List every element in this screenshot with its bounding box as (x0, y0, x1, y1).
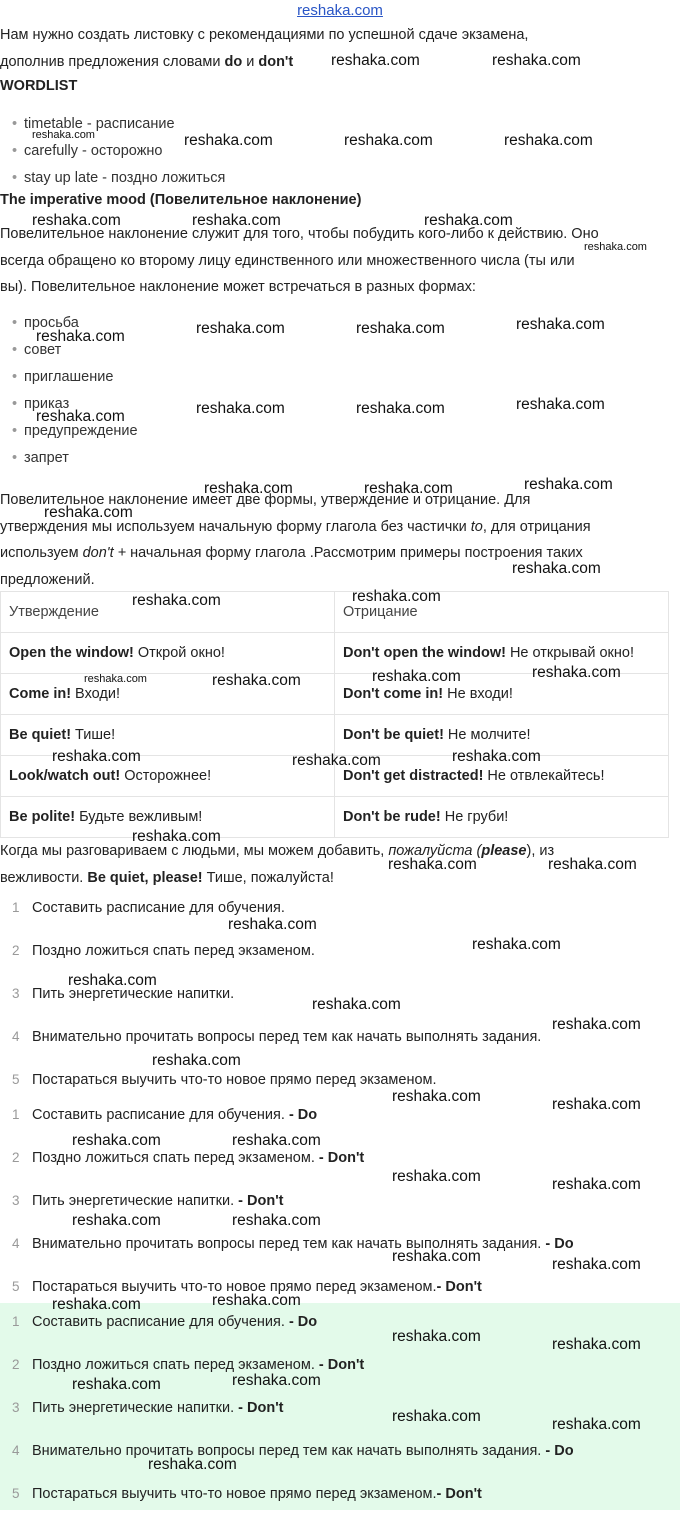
item-number: 5 (12, 1486, 20, 1501)
item-answer: - Don't (314, 1150, 365, 1166)
item-text: Постараться выучить что-то новое прямо перед экзаменом. (32, 1279, 437, 1295)
watermark: reshaka.com (196, 400, 285, 417)
watermark: reshaka.com (228, 916, 317, 933)
watermark: reshaka.com (552, 1096, 641, 1113)
list-item (0, 1441, 680, 1484)
item-text: Постараться выучить что-то новое прямо перед экзаменом. (32, 1072, 437, 1088)
positive-phrase: Be polite! (9, 809, 76, 825)
item-text: Составить расписание для обучения. (32, 1314, 285, 1330)
watermark: reshaka.com (44, 504, 133, 521)
watermark: reshaka.com (232, 1212, 321, 1229)
intro-line-1: Нам нужно создать листовку с рекомендациями по успешной сдаче экзамена, (0, 27, 529, 43)
open-paren: ( (472, 843, 482, 859)
please-ru: пожалуйста (388, 843, 473, 859)
item-text: Составить расписание для обучения. (32, 1107, 285, 1123)
watermark: reshaka.com (52, 748, 141, 765)
form-item: • запрет (0, 445, 138, 472)
watermark: reshaka.com (132, 592, 221, 609)
wordlist-title: WORDLIST (0, 78, 78, 94)
positive-translation: Входи! (71, 686, 120, 702)
watermark: reshaka.com (516, 396, 605, 413)
watermark: reshaka.com (492, 52, 581, 69)
positive-translation: Осторожнее! (120, 768, 212, 784)
watermark: reshaka.com (392, 1168, 481, 1185)
watermark: reshaka.com (32, 129, 95, 141)
watermark: reshaka.com (52, 1296, 141, 1313)
item-number: 2 (12, 1357, 20, 1372)
table-row (1, 674, 669, 715)
politeness-text: Когда мы разговариваем с людьми, мы можем добавить, (0, 843, 389, 859)
watermark: reshaka.com (584, 241, 647, 253)
item-number: 1 (12, 900, 20, 915)
table-cell-positive (1, 797, 335, 838)
list-item (0, 1027, 680, 1070)
item-answer: - Do (541, 1443, 574, 1459)
watermark: reshaka.com (552, 1336, 641, 1353)
watermark: reshaka.com (548, 856, 637, 873)
watermark: reshaka.com (472, 936, 561, 953)
watermark: reshaka.com (352, 588, 441, 605)
politeness-example-phrase: Be quiet, please! (87, 869, 203, 886)
wordlist-item: • stay up late - поздно ложиться (0, 165, 225, 192)
watermark: reshaka.com (524, 476, 613, 493)
watermark: reshaka.com (68, 972, 157, 989)
watermark: reshaka.com (196, 320, 285, 337)
watermark: reshaka.com (184, 132, 273, 149)
site-title-link[interactable]: reshaka.com (297, 2, 383, 19)
watermark: reshaka.com (512, 560, 601, 577)
table-cell-negative (335, 715, 669, 756)
politeness-line-2-text: вежливости. (0, 869, 88, 886)
imperative-forms-list (0, 310, 138, 472)
watermark: reshaka.com (192, 212, 281, 229)
list-item (0, 1398, 680, 1441)
forms-line-2 (0, 514, 676, 541)
watermark: reshaka.com (552, 1416, 641, 1433)
table-cell-negative (335, 756, 669, 797)
table-row (1, 715, 669, 756)
negative-translation: Не молчите! (443, 727, 531, 743)
table-row (1, 797, 669, 838)
watermark: reshaka.com (331, 52, 420, 69)
list-item (0, 1312, 680, 1355)
table-cell-positive (1, 674, 335, 715)
watermark: reshaka.com (232, 1372, 321, 1389)
watermark: reshaka.com (32, 212, 121, 229)
watermark: reshaka.com (424, 212, 513, 229)
negative-phrase: Don't get distracted! (343, 768, 484, 784)
watermark: reshaka.com (36, 408, 125, 425)
item-number: 1 (12, 1314, 20, 1329)
intro-dont-word: don't (258, 53, 294, 70)
negative-phrase: Don't be quiet! (343, 727, 444, 743)
item-answer: - Do (541, 1236, 574, 1252)
negative-phrase: Don't open the window! (343, 645, 506, 661)
intro-do-word: do (224, 53, 243, 70)
negative-translation: Не открывай окно! (505, 645, 634, 661)
list-item (0, 984, 680, 1027)
watermark: reshaka.com (72, 1376, 161, 1393)
imperative-paragraph (0, 221, 676, 301)
item-text: Внимательно прочитать вопросы перед тем как начать выполнять задания. (32, 1029, 542, 1045)
watermark: reshaka.com (392, 1328, 481, 1345)
wordlist (0, 111, 225, 192)
list-item (0, 1355, 680, 1398)
positive-phrase: Come in! (9, 686, 72, 702)
watermark: reshaka.com (504, 132, 593, 149)
imperative-line-3: вы). Повелительное наклонение может встречаться в разных формах: (0, 279, 476, 295)
forms-paragraph (0, 487, 676, 593)
positive-phrase: Be quiet! (9, 727, 72, 743)
item-answer: - Don't (234, 1193, 284, 1209)
item-number: 4 (12, 1029, 20, 1044)
intro-and: и (242, 53, 259, 70)
table-cell-positive (1, 756, 335, 797)
item-text: Поздно ложиться спать перед экзаменом. (32, 943, 315, 959)
positive-phrase: Open the window! (9, 645, 134, 661)
imperative-line-2: всегда обращено ко второму лицу единственного или множественного числа (ты или (0, 252, 575, 269)
item-text: Поздно ложиться спать перед экзаменом. (32, 1357, 315, 1373)
form-item: • совет (0, 337, 138, 364)
table-row (1, 633, 669, 674)
watermark: reshaka.com (344, 132, 433, 149)
wordlist-item: • carefully - осторожно (0, 138, 225, 165)
watermark: reshaka.com (212, 672, 301, 689)
imperative-line-1: Повелительное наклонение служит для того, чтобы побудить кого-либо к действию. Оно (0, 226, 599, 242)
item-text: Внимательно прочитать вопросы перед тем как начать выполнять задания. (32, 1443, 542, 1459)
watermark: reshaka.com (84, 673, 147, 685)
table-header-cell: Утверждение (1, 592, 335, 633)
watermark: reshaka.com (152, 1052, 241, 1069)
table-cell-negative (335, 674, 669, 715)
forms-line-2-end: , для отрицания (482, 518, 591, 535)
table-cell-positive (1, 715, 335, 756)
to-particle: to (470, 518, 483, 535)
item-text: Постараться выучить что-то новое прямо перед экзаменом. (32, 1486, 437, 1502)
table-cell-negative (335, 797, 669, 838)
wordlist-item: • timetable - расписание (0, 111, 225, 138)
item-text: Пить энергетические напитки. (32, 1400, 235, 1416)
politeness-line-2 (0, 865, 676, 892)
forms-line-1: Повелительное наклонение имеет две формы, утверждение и отрицание. Для (0, 492, 531, 508)
item-number: 4 (12, 1236, 20, 1251)
forms-line-3 (0, 540, 676, 567)
forms-line-3-end: начальная форму глагола .Рассмотрим примеры построения таких (126, 545, 583, 561)
watermark: reshaka.com (292, 752, 381, 769)
forms-line-4: предложений. (0, 571, 95, 588)
table-header-cell: Отрицание (335, 592, 669, 633)
item-answer: - Don't (314, 1357, 365, 1373)
item-number: 4 (12, 1443, 20, 1458)
list-item (0, 941, 680, 984)
list-item (0, 1148, 680, 1191)
table-cell-negative (335, 633, 669, 674)
list-item (0, 1484, 680, 1527)
intro-line-2 (0, 49, 676, 76)
item-number: 5 (12, 1072, 20, 1087)
item-text: Пить энергетические напитки. (32, 986, 235, 1002)
list-item (0, 1234, 680, 1277)
watermark: reshaka.com (552, 1016, 641, 1033)
task-list (0, 898, 680, 1113)
dont-plus: don't + (82, 545, 127, 561)
negative-phrase: Don't be rude! (343, 809, 441, 825)
watermark: reshaka.com (356, 400, 445, 417)
item-text: Внимательно прочитать вопросы перед тем как начать выполнять задания. (32, 1236, 542, 1252)
politeness-paragraph (0, 838, 676, 891)
watermark: reshaka.com (516, 316, 605, 333)
list-item (0, 1191, 680, 1234)
positive-translation: Тише! (71, 727, 116, 743)
item-number: 2 (12, 1150, 20, 1165)
watermark: reshaka.com (204, 480, 293, 497)
table-row (1, 756, 669, 797)
watermark: reshaka.com (392, 1088, 481, 1105)
watermark: reshaka.com (232, 1132, 321, 1149)
positive-phrase: Look/watch out! (9, 768, 121, 784)
positive-translation: Открой окно! (133, 645, 225, 661)
watermark: reshaka.com (312, 996, 401, 1013)
item-text: Составить расписание для обучения. (32, 900, 285, 916)
table-header-row (1, 592, 669, 633)
table-cell-positive (1, 633, 335, 674)
watermark: reshaka.com (356, 320, 445, 337)
watermark: reshaka.com (36, 328, 125, 345)
intro-paragraph (0, 22, 676, 75)
list-item (0, 898, 680, 941)
imperative-title: The imperative mood (Повелительное наклонение) (0, 192, 362, 208)
item-number: 5 (12, 1279, 20, 1294)
politeness-example-translation: Тише, пожалуйста! (202, 869, 334, 886)
item-number: 1 (12, 1107, 20, 1122)
item-text: Поздно ложиться спать перед экзаменом. (32, 1150, 315, 1166)
item-answer: - Don't (436, 1486, 482, 1502)
item-text: Пить энергетические напитки. (32, 1193, 235, 1209)
watermark: reshaka.com (392, 1408, 481, 1425)
politeness-line-1-end: ), из (526, 843, 555, 859)
form-item: • приказ (0, 391, 138, 418)
watermark: reshaka.com (452, 748, 541, 765)
watermark: reshaka.com (552, 1256, 641, 1273)
answer-list-highlighted (0, 1312, 680, 1527)
watermark: reshaka.com (148, 1456, 237, 1473)
item-number: 3 (12, 986, 20, 1001)
watermark: reshaka.com (532, 664, 621, 681)
forms-line-2-text: утверждения мы используем начальную форму глагола без частички (0, 518, 471, 535)
form-item: • приглашение (0, 364, 138, 391)
watermark: reshaka.com (364, 480, 453, 497)
please-en: please (481, 843, 527, 859)
negative-translation: Не отвлекайтесь! (483, 768, 605, 784)
item-number: 3 (12, 1400, 20, 1415)
answer-list (0, 1105, 680, 1320)
negative-phrase: Don't come in! (343, 686, 444, 702)
forms-line-3-text: используем (0, 545, 83, 561)
watermark: reshaka.com (132, 828, 221, 845)
positive-translation: Будьте вежливым! (75, 809, 203, 825)
negative-translation: Не груби! (440, 809, 509, 825)
item-answer: - Do (284, 1107, 318, 1123)
item-answer: - Don't (234, 1400, 284, 1416)
negative-translation: Не входи! (443, 686, 513, 702)
item-answer: - Don't (436, 1279, 482, 1295)
watermark: reshaka.com (552, 1176, 641, 1193)
watermark: reshaka.com (72, 1212, 161, 1229)
form-item: • предупреждение (0, 418, 138, 445)
politeness-line-1 (0, 838, 676, 865)
watermark: reshaka.com (388, 856, 477, 873)
imperative-table (0, 591, 669, 838)
item-number: 2 (12, 943, 20, 958)
watermark: reshaka.com (392, 1248, 481, 1265)
watermark: reshaka.com (212, 1292, 301, 1309)
watermark: reshaka.com (372, 668, 461, 685)
form-item: • просьба (0, 310, 138, 337)
item-number: 3 (12, 1193, 20, 1208)
watermark: reshaka.com (72, 1132, 161, 1149)
intro-line-2-text: дополнив предложения словами (0, 53, 225, 70)
item-answer: - Do (284, 1314, 318, 1330)
list-item (0, 1105, 680, 1148)
